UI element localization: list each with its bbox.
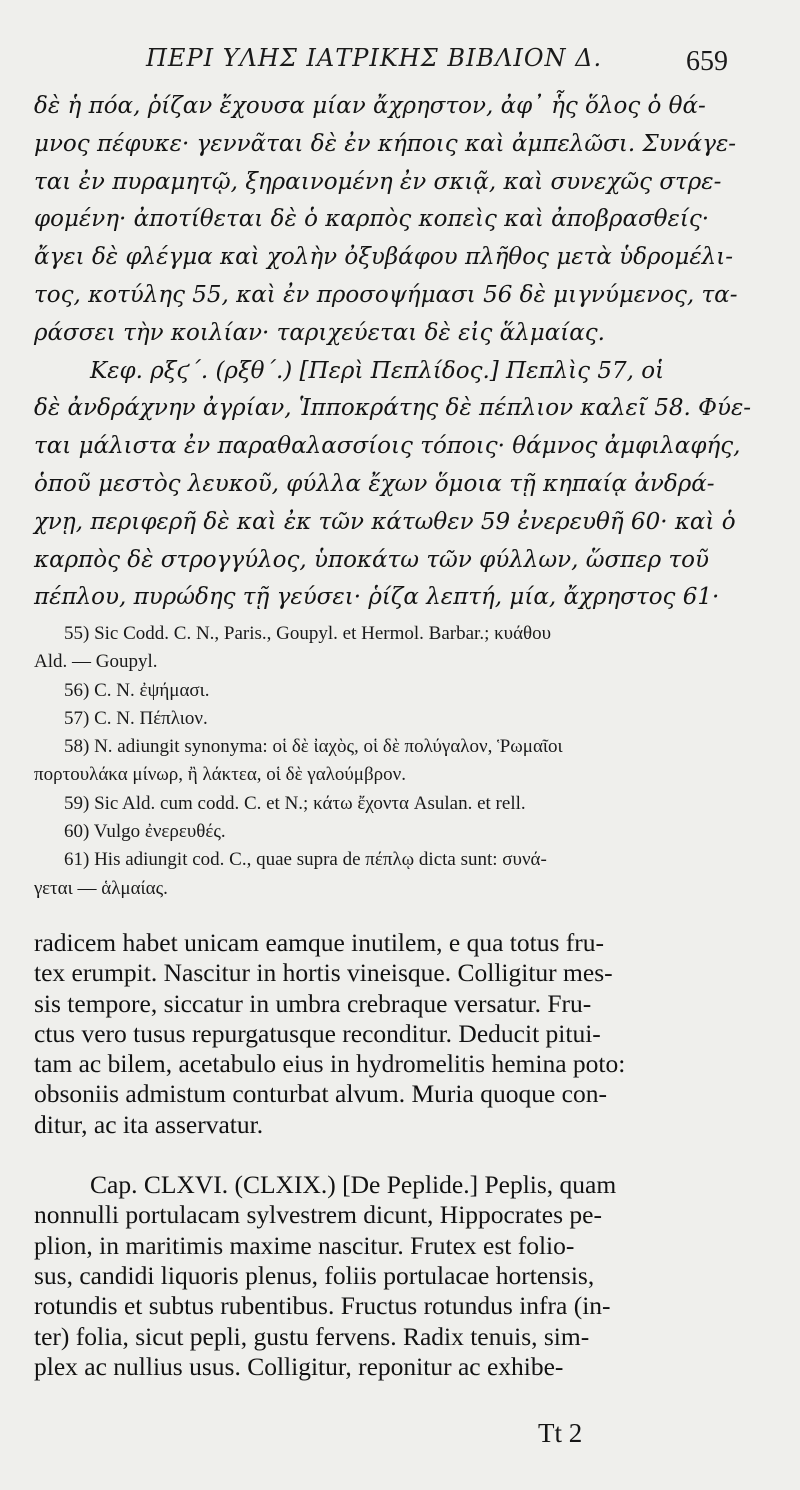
latin-line: obsoniis admistum conturbat alvum. Muria quoque con-	[34, 1079, 607, 1109]
page-number: 659	[686, 46, 728, 77]
footnote-line: γεται — ἁλμαίας.	[34, 877, 168, 899]
greek-line: ράσσει τὴν κοιλίαν· ταριχεύεται δὲ εἰς ἅλμαίας.	[34, 319, 605, 346]
greek-line: Κεφ. ρξϛ΄. (ρξθ΄.) [Περὶ Πεπλίδος.] Πεπλὶς 57, οἱ	[90, 357, 665, 384]
greek-text-block	[34, 88, 754, 617]
latin-line: Cap. CLXVI. (CLXIX.) [De Peplide.] Peplis, quam	[90, 1170, 617, 1200]
greek-line: χνῃ, περιφερῆ δὲ καὶ ἐκ τῶν κάτωθεν 59 ἐνερευθῆ 60· καὶ ὁ	[34, 508, 736, 535]
latin-line: rotundis et subtus rubentibus. Fructus rotundus infra (in-	[34, 1291, 611, 1321]
footnote-line: 59) Sic Ald. cum codd. C. et N.; κάτω ἔχοντα Asulan. et rell.	[64, 792, 526, 814]
greek-line: ὁποῦ μεστὸς λευκοῦ, φύλλα ἔχων ὅμοια τῇ κηπαίᾳ ἀνδρά-	[34, 470, 715, 497]
greek-line: καρπὸς δὲ στρογγύλος, ὑποκάτω τῶν φύλλων, ὥσπερ τοῦ	[34, 546, 710, 573]
footnote-line: Ald. — Goupyl.	[34, 651, 158, 673]
latin-line: sis tempore, siccatur in umbra crebraque versatur. Fru-	[34, 988, 592, 1018]
page-header	[0, 44, 800, 84]
latin-line: ctus vero tusus repurgatusque reconditur. Deducit pitui-	[34, 1018, 601, 1048]
latin-text-block	[34, 928, 754, 1382]
greek-line: τος, κοτύλης 55, καὶ ἐν προσοψήμασι 56 δὲ μιγνύμενος, τα-	[34, 281, 738, 308]
footnotes-block	[34, 620, 754, 903]
footnote-line: 57) C. N. Πέπλιον.	[64, 707, 208, 729]
greek-line: δὲ ἀνδράχνην ἀγρίαν, Ἱπποκράτης δὲ πέπλιον καλεῖ 58. Φύε-	[34, 395, 752, 422]
greek-line: ται μάλιστα ἐν παραθαλασσίοις τόποις· θάμνος ἀμφιλαφής,	[34, 433, 741, 460]
latin-line: tex erumpit. Nascitur in hortis vineisque. Colligitur mes-	[34, 958, 613, 988]
latin-line: plex ac nullius usus. Colligitur, reponitur ac exhibe-	[34, 1351, 564, 1381]
greek-line: μνος πέφυκε· γεννᾶται δὲ ἐν κήποις καὶ ἀμπελῶσι. Συνάγε-	[34, 130, 737, 157]
footnote-line: πορτουλάκα μίνωρ, ἢ λάκτεα, οἱ δὲ γαλούμβρον.	[34, 764, 406, 786]
latin-line: plion, in maritimis maxime nascitur. Frutex est folio-	[34, 1230, 575, 1260]
latin-line: ter) folia, sicut pepli, gustu fervens. Radix tenuis, sim-	[34, 1321, 590, 1351]
greek-line: πέπλου, πυρώδης τῇ γεύσει· ῥίζα λεπτή, μία, ἄχρηστος 61·	[34, 584, 720, 611]
latin-line: nonnulli portulacam sylvestrem dicunt, Hippocrates pe-	[34, 1200, 602, 1230]
footnote-line: 58) N. adiungit synonyma: οἱ δὲ ἰαχὸς, οἱ δὲ πολύγαλον, Ῥωμαῖοι	[64, 736, 563, 758]
greek-line: ται ἐν πυραμητῷ, ξηραινομένη ἐν σκιᾷ, καὶ συνεχῶς στρε-	[34, 168, 722, 195]
latin-line: tam ac bilem, acetabulo eius in hydromelitis hemina poto:	[34, 1049, 626, 1079]
latin-line: ditur, ac ita asservatur.	[34, 1109, 264, 1139]
footnote-line: 61) His adiungit cod. C., quae supra de πέπλῳ dicta sunt: συνά-	[64, 849, 547, 871]
footnote-line: 60) Vulgo ἐνερευθές.	[64, 821, 226, 843]
greek-line: δὲ ἡ πόα, ῥίζαν ἔχουσα μίαν ἄχρηστον, ἀφ᾽ ἧς ὅλος ὁ θά-	[34, 93, 706, 119]
signature-mark: Tt 2	[538, 1418, 583, 1448]
footnote-line: 55) Sic Codd. C. N., Paris., Goupyl. et Hermol. Barbar.; κυάθου	[64, 623, 552, 644]
greek-line: φομένη· ἀποτίθεται δὲ ὁ καρπὸς κοπεὶς καὶ ἀποβρασθείς·	[34, 206, 710, 233]
footnote-line: 56) C. N. ἐψήμασι.	[64, 679, 210, 701]
greek-line: ἄγει δὲ φλέγμα καὶ χολὴν ὀξυβάφου πλῆθος μετὰ ὑδρομέλι-	[34, 244, 734, 271]
latin-line: radicem habet unicam eamque inutilem, e qua totus fru-	[34, 928, 605, 957]
running-title: ΠΕΡΙ ΥΛΗΣ ΙΑΤΡΙΚΗΣ ΒΙΒΛΙΟΝ Δ.	[146, 44, 603, 72]
latin-line: sus, candidi liquoris plenus, foliis portulacae hortensis,	[34, 1260, 595, 1290]
